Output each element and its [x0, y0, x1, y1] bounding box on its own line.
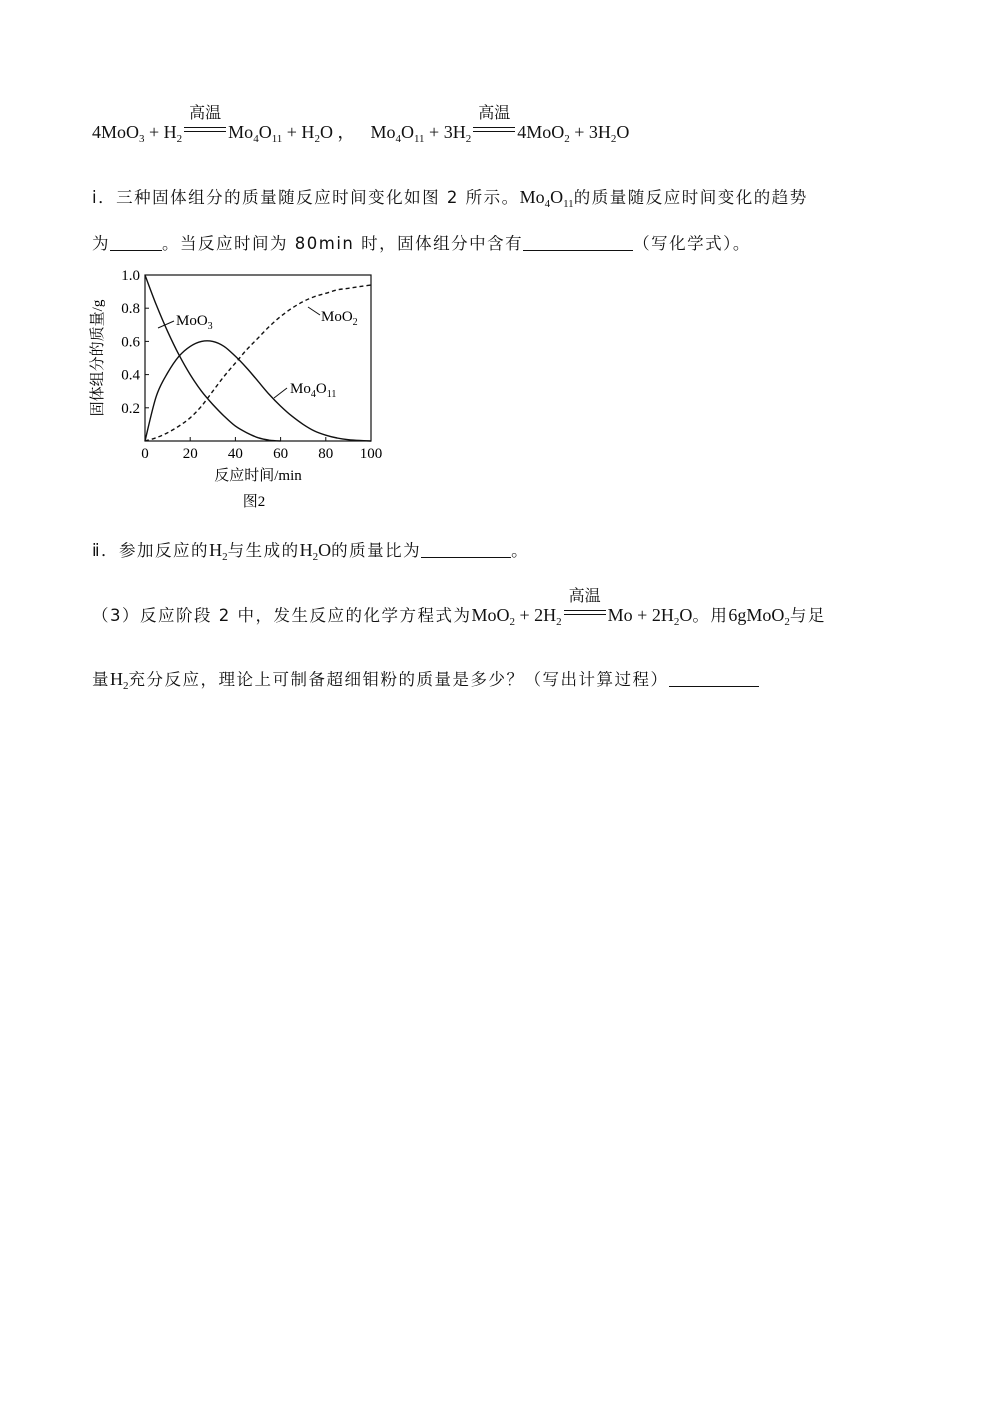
eq1-sub: 2	[314, 133, 320, 145]
formula-sub: 2	[312, 551, 319, 563]
eq2-plus: + 3H	[424, 122, 466, 142]
question-i-line1	[92, 184, 808, 208]
eq2-sub: 2	[610, 133, 617, 145]
eq1-o: O	[258, 122, 272, 142]
eq2-sub: 2	[564, 133, 570, 145]
formula-sub: 2	[123, 680, 129, 692]
question-3-line2	[92, 666, 759, 690]
eq2-o: O	[400, 122, 414, 142]
question-i-text: 。当反应时间为 80min 时，固体组分中含有	[162, 234, 524, 253]
question-i-text: 为	[92, 234, 110, 253]
question-i-text: （写化学式）。	[633, 234, 751, 253]
formula: O	[318, 540, 332, 560]
formula: Mo + 2H	[607, 605, 674, 625]
formula-sub: 4	[544, 198, 551, 210]
series-label-mo4o11: $Mo_4O_{11}$	[290, 381, 337, 400]
formula: O	[679, 605, 693, 625]
question-ii-text: 与生成的	[227, 541, 300, 560]
formula: O	[550, 187, 564, 207]
ticks-layer	[121, 268, 382, 462]
figure-caption: 图2	[242, 494, 266, 510]
eq1-sub: 11	[271, 133, 283, 145]
moo2-leader	[308, 307, 320, 315]
series-line-moo3	[145, 275, 281, 441]
y-tick-label: 0.8	[121, 301, 140, 318]
x-tick-label: 40	[227, 446, 243, 462]
question-3-text: 。用	[692, 606, 729, 625]
formula: Mo	[519, 187, 545, 207]
eq2-sub: 11	[413, 133, 425, 145]
question-ii-text: ⅱ．参加反应的	[92, 541, 210, 560]
question-3-text: 量	[92, 670, 110, 689]
formula: 6gMoO	[728, 605, 785, 625]
formula: H	[209, 540, 223, 560]
eq2-reactant: Mo	[370, 122, 396, 142]
equation-line	[92, 103, 630, 145]
y-tick-label: 1.0	[121, 268, 140, 284]
mo4o11-leader	[274, 388, 287, 398]
x-tick-label: 0	[141, 446, 149, 462]
question-ii-line	[92, 537, 529, 561]
eq1-sub: 3	[139, 133, 145, 145]
formula: + 2H	[515, 605, 557, 625]
question-i-text: ⅰ．三种固体组分的质量随反应时间变化如图 2 所示。	[92, 188, 520, 207]
reaction-condition	[184, 103, 226, 136]
question-3-text: （3）反应阶段 2 中，发生反应的化学方程式为	[92, 606, 472, 625]
formula: H	[110, 669, 123, 689]
eq2-end: O	[616, 122, 630, 142]
plot-frame	[145, 275, 371, 441]
x-tick-label: 20	[182, 446, 198, 462]
formula-sub: 2	[784, 616, 790, 628]
condition-label: 高温	[189, 103, 222, 122]
formula: H	[299, 540, 313, 560]
formula-sub: 2	[556, 616, 562, 628]
condition-label: 高温	[568, 586, 601, 605]
formula-sub: 2	[673, 616, 680, 628]
y-tick-label: 0.4	[121, 367, 140, 384]
answer-blank-calculation[interactable]	[669, 672, 759, 687]
formula: MoO	[471, 605, 510, 625]
reaction-condition	[564, 586, 606, 619]
mass-time-chart	[88, 266, 408, 516]
eq1-sub: 2	[176, 133, 183, 145]
eq1-plus-h2: + H	[144, 122, 177, 142]
condition-label: 高温	[478, 103, 511, 122]
eq2-sub: 4	[395, 133, 401, 145]
x-tick-label: 80	[318, 446, 334, 462]
question-i-line2	[92, 230, 751, 254]
eq1-reactant: 4MoO	[92, 122, 140, 142]
eq2-sub: 2	[465, 133, 472, 145]
eq1-sub: 4	[253, 133, 259, 145]
question-i-text: 的质量随反应时间变化的趋势	[573, 188, 808, 207]
question-3-text: 与足	[789, 606, 826, 625]
eq1-product: Mo	[228, 122, 254, 142]
x-tick-label: 60	[273, 446, 289, 462]
reaction-condition	[473, 103, 515, 136]
y-axis-label: 固体组分的质量/g	[90, 299, 106, 417]
x-axis-label: 反应时间/min	[214, 468, 302, 484]
formula-sub: 11	[563, 198, 574, 210]
series-label-moo2: MoO$_2$	[321, 309, 358, 328]
eq1-plus-water: + H	[282, 122, 315, 142]
question-ii-text: 的质量比为	[331, 541, 422, 560]
eq2-product: 4MoO	[517, 122, 565, 142]
question-3-line1	[92, 586, 826, 628]
y-tick-label: 0.6	[121, 334, 140, 351]
answer-blank-formula[interactable]	[523, 236, 633, 251]
y-tick-label: 0.2	[121, 400, 140, 417]
x-tick-label: 100	[359, 446, 383, 462]
question-ii-text: 。	[511, 541, 530, 560]
eq2-plus-water: + 3H	[569, 122, 611, 142]
series-layer	[145, 275, 371, 441]
question-3-text: 充分反应，理论上可制备超细钼粉的质量是多少？（写出计算过程）	[128, 670, 669, 689]
eq1-end: O ，	[319, 122, 356, 142]
answer-blank-ratio[interactable]	[421, 543, 511, 558]
formula-sub: 2	[222, 551, 228, 563]
answer-blank-trend[interactable]	[110, 236, 162, 251]
series-label-moo3: MoO$_3$	[176, 313, 213, 332]
formula-sub: 2	[509, 616, 516, 628]
